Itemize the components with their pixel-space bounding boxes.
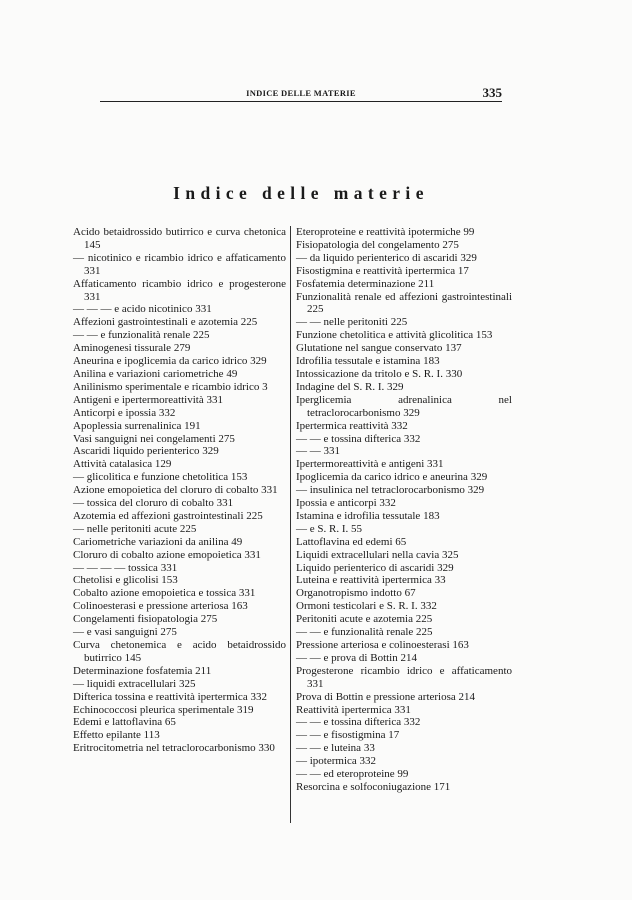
index-entry: Iperglicemia adrenalinica nel tetraclorocarbonismo 329 — [296, 393, 512, 419]
index-entry: Lattoflavina ed edemi 65 — [296, 535, 407, 548]
index-entry: Ascaridi liquido perienterico 329 — [73, 445, 219, 458]
index-entry: — nelle peritoniti acute 225 — [73, 522, 197, 535]
index-entry: — — e fisostigmina 17 — [296, 729, 400, 742]
index-entry: Difterica tossina e reattività ipertermica 332 — [73, 690, 267, 703]
index-entry: — insulinica nel tetraclorocarbonismo 329 — [296, 484, 485, 497]
index-entry: Liquido perienterico di ascaridi 329 — [296, 561, 454, 574]
index-entry: Pressione arteriosa e colinoesterasi 163 — [296, 639, 469, 651]
index-column-right — [296, 226, 512, 794]
index-entry: Acido betaidrossido butirrico e curva chetonica 145 — [73, 226, 286, 251]
index-entry: Fosfatemia determinazione 211 — [296, 277, 435, 290]
index-entry: Effetto epilante 113 — [73, 729, 160, 742]
index-entry: Affaticamento ricambio idrico e progesterone 331 — [73, 277, 286, 303]
index-entry: Echinococcosi pleurica sperimentale 319 — [73, 703, 254, 716]
index-column-left — [73, 226, 286, 755]
index-entry: Anticorpi e ipossia 332 — [73, 406, 176, 419]
index-entry: Edemi e lattoflavina 65 — [73, 716, 176, 729]
index-entry: Liquidi extracellulari nella cavia 325 — [296, 548, 459, 561]
index-entry: Luteina e reattività ipertermica 33 — [296, 574, 446, 587]
index-entry: Colinoesterasi e pressione arteriosa 163 — [73, 600, 248, 613]
index-entry: — — ed eteroproteine 99 — [296, 768, 409, 781]
index-entry: Aneurina e ipoglicemia da carico idrico 329 — [73, 355, 267, 368]
index-entry: — liquidi extracellulari 325 — [73, 677, 196, 690]
index-entry: Ormoni testicolari e S. R. I. 332 — [296, 600, 437, 613]
index-entry: Ipertermica reattività 332 — [296, 419, 408, 432]
index-entry: Eteroproteine e reattività ipotermiche 99 — [296, 226, 475, 238]
index-entry: — — e luteina 33 — [296, 742, 375, 755]
index-entry: Fisiopatologia del congelamento 275 — [296, 238, 459, 251]
index-entry: Azotemia ed affezioni gastrointestinali 225 — [73, 509, 263, 522]
page-number: 335 — [482, 85, 502, 100]
index-entry: Fisostigmina e reattività ipertermica 17 — [296, 264, 469, 277]
index-entry: Istamina e idrofilia tessutale 183 — [296, 509, 440, 522]
index-entry: Cloruro di cobalto azione emopoietica 331 — [73, 548, 261, 561]
index-entry: — — — e acido nicotinico 331 — [73, 303, 212, 316]
index-entry: Funzionalità renale ed affezioni gastrointestinali 225 — [296, 290, 512, 316]
header-rule — [100, 101, 502, 102]
index-entry: Idrofilia tessutale e istamina 183 — [296, 355, 440, 368]
index-entry: Curva chetonemica e acido betaidrossido butirrico 145 — [73, 639, 286, 664]
index-entry: — — — — tossica 331 — [73, 561, 178, 574]
index-entry: Peritoniti acute e azotemia 225 — [296, 613, 433, 626]
index-entry: Funzione chetolitica e attività glicolitica 153 — [296, 329, 493, 342]
running-title: INDICE DELLE MATERIE — [246, 88, 356, 98]
index-entry: Glutatione nel sangue conservato 137 — [296, 342, 462, 355]
index-entry: Apoplessia surrenalinica 191 — [73, 419, 201, 432]
index-entry: Antigeni e ipertermoreattività 331 — [73, 393, 223, 406]
index-entry: Progesterone ricambio idrico e affaticamento 331 — [296, 664, 512, 690]
index-entry: — — e funzionalità renale 225 — [296, 626, 433, 639]
column-divider — [290, 226, 291, 823]
index-entry: Resorcina e solfoconiugazione 171 — [296, 780, 451, 793]
index-entry: Attività catalasica 129 — [73, 458, 172, 471]
index-entry: — da liquido perienterico di ascaridi 329 — [296, 251, 477, 264]
index-entry: Vasi sanguigni nei congelamenti 275 — [73, 432, 235, 445]
index-entry: Ipoglicemia da carico idrico e aneurina 329 — [296, 471, 488, 484]
index-entry: Prova di Bottin e pressione arteriosa 214 — [296, 690, 476, 703]
index-entry: — — e prova di Bottin 214 — [296, 651, 417, 664]
index-entry: Organotropismo indotto 67 — [296, 587, 416, 600]
index-entry: Affezioni gastrointestinali e azotemia 225 — [73, 316, 258, 329]
index-entry: Ipertermoreattività e antigeni 331 — [296, 458, 444, 471]
index-entry: — — e tossina difterica 332 — [296, 432, 421, 445]
index-entry: — e vasi sanguigni 275 — [73, 626, 177, 639]
index-entry: Eritrocitometria nel tetraclorocarbonismo 330 — [73, 742, 275, 755]
index-entry: — — e tossina difterica 332 — [296, 716, 421, 729]
index-entry: Intossicazione da tritolo e S. R. I. 330 — [296, 367, 463, 380]
index-entry: Chetolisi e glicolisi 153 — [73, 574, 178, 587]
index-entry: — tossica del cloruro di cobalto 331 — [73, 497, 234, 510]
index-entry: Cariometriche variazioni da anilina 49 — [73, 535, 243, 548]
index-entry: Anilina e variazioni cariometriche 49 — [73, 367, 238, 380]
index-entry: Congelamenti fisiopatologia 275 — [73, 613, 218, 626]
index-entry: — nicotinico e ricambio idrico e affaticamento 331 — [73, 251, 286, 277]
index-entry: — ipotermica 332 — [296, 755, 377, 768]
index-entry: Azione emopoietica del cloruro di cobalto 331 — [73, 484, 278, 497]
index-entry: Ipossia e anticorpi 332 — [296, 497, 396, 510]
index-entry: Cobalto azione emopoietica e tossica 331 — [73, 587, 256, 600]
index-entry: — — e funzionalità renale 225 — [73, 329, 210, 342]
index-entry: — e S. R. I. 55 — [296, 522, 362, 535]
index-entry: Aminogenesi tissurale 279 — [73, 342, 191, 355]
index-title: Indice delle materie — [173, 183, 429, 203]
index-entry: Determinazione fosfatemia 211 — [73, 664, 212, 677]
index-entry: Reattività ipertermica 331 — [296, 703, 411, 716]
index-entry: Anilinismo sperimentale e ricambio idrico 3 — [73, 380, 268, 393]
index-entry: — — nelle peritoniti 225 — [296, 316, 408, 329]
index-entry: — glicolitica e funzione chetolitica 153 — [73, 471, 248, 484]
index-entry: Indagine del S. R. I. 329 — [296, 380, 404, 393]
index-entry: — — 331 — [296, 445, 340, 458]
